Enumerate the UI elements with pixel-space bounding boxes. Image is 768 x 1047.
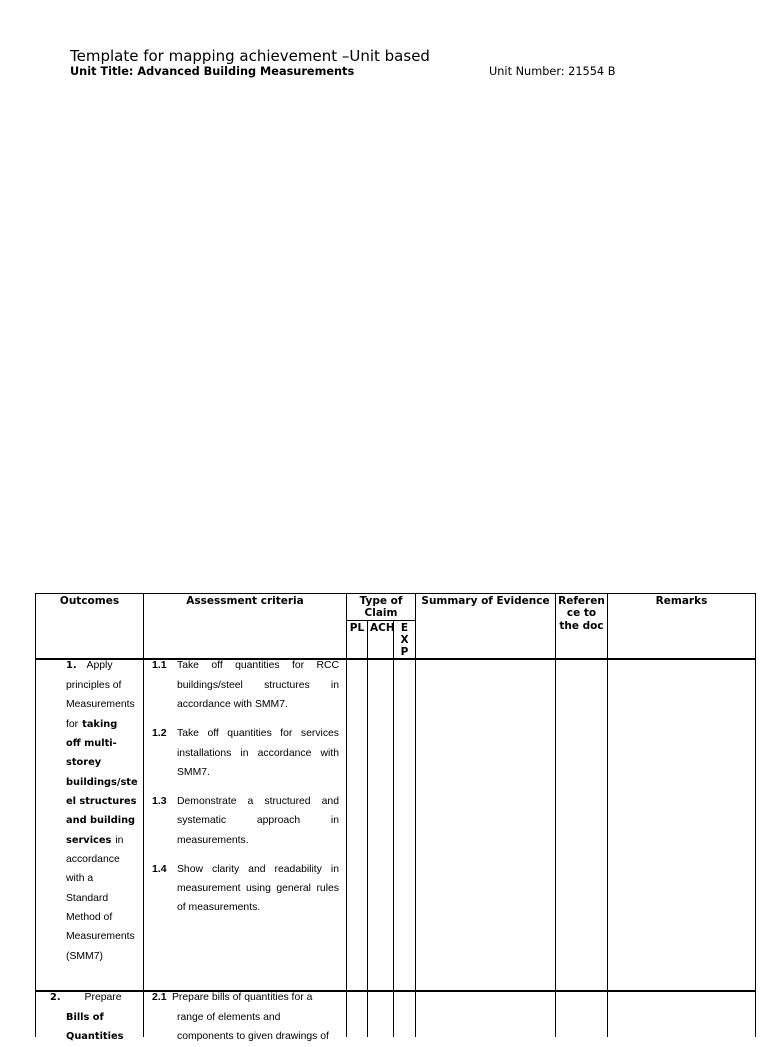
outcome-line: Measurements bbox=[66, 931, 135, 943]
header-assessment-criteria: Assessment criteria bbox=[144, 594, 347, 660]
header-claim-exp bbox=[394, 620, 416, 659]
criteria-list bbox=[144, 656, 346, 917]
outcome-cell bbox=[36, 659, 144, 991]
criterion-number: 1.2 bbox=[152, 727, 167, 740]
criterion bbox=[144, 988, 346, 1046]
criteria-list bbox=[144, 988, 346, 1046]
header-type-of-claim: Type of Claim bbox=[347, 594, 416, 621]
header-claim-ach: ACH bbox=[368, 620, 394, 659]
criterion-line: Prepare bills of quantities for a bbox=[172, 992, 313, 1004]
reference-cell bbox=[556, 991, 608, 1037]
claim-pl-cell bbox=[347, 659, 368, 991]
header-outcomes: Outcomes bbox=[36, 594, 144, 660]
outcome-word: Prepare bbox=[84, 992, 122, 1004]
criterion-line: SMM7. bbox=[177, 766, 210, 778]
claim-exp-cell bbox=[394, 991, 416, 1037]
claim-ach-cell bbox=[368, 659, 394, 991]
criterion-line: components to given drawings of bbox=[177, 1031, 329, 1043]
outcome-line: (SMM7) bbox=[66, 950, 103, 962]
claim-ach-cell bbox=[368, 991, 394, 1037]
outcome-text bbox=[36, 988, 143, 1046]
unit-number: Unit Number: 21554 B bbox=[489, 65, 616, 78]
template-title: Template for mapping achievement –Unit based bbox=[70, 47, 430, 65]
outcome-line: Measurements bbox=[66, 699, 135, 711]
outcome-line: Bills of bbox=[66, 1011, 104, 1023]
criterion-line: Take off quantities for RCC bbox=[177, 660, 339, 672]
outcome-line bbox=[66, 831, 143, 850]
outcome-number: 2. bbox=[50, 992, 61, 1004]
criterion bbox=[144, 860, 346, 918]
criterion bbox=[144, 724, 346, 782]
criterion-line: measurement using general rules bbox=[177, 882, 339, 894]
summary-of-evidence-cell bbox=[416, 991, 556, 1037]
outcome-line: buildings/ste bbox=[66, 776, 138, 788]
criterion-line: Take off quantities for services bbox=[177, 728, 339, 740]
outcome-line: storey bbox=[66, 757, 102, 769]
remarks-cell bbox=[608, 659, 756, 991]
outcome-number: 1. bbox=[66, 660, 77, 672]
header-summary-of-evidence: Summary of Evidence bbox=[416, 594, 556, 660]
criterion-line: systematic approach in bbox=[177, 815, 339, 827]
outcome-line: off multi- bbox=[66, 737, 117, 749]
outcome-line bbox=[50, 988, 143, 1007]
table-row bbox=[36, 991, 756, 1037]
reference-cell bbox=[556, 659, 608, 991]
header-reference: Reference to the doc bbox=[556, 594, 608, 660]
header-remarks: Remarks bbox=[608, 594, 756, 660]
criterion bbox=[144, 792, 346, 850]
outcome-line: with a bbox=[66, 873, 94, 885]
criteria-cell bbox=[144, 659, 347, 991]
outcome-word: services bbox=[66, 834, 112, 846]
header-claim-pl: PL bbox=[347, 620, 368, 659]
criterion-line: measurements. bbox=[177, 834, 249, 846]
summary-of-evidence-cell bbox=[416, 659, 556, 991]
outcome-text bbox=[36, 656, 143, 966]
outcome-word: Apply bbox=[86, 660, 113, 672]
outcome-cell bbox=[36, 991, 144, 1043]
outcome-line: Standard bbox=[66, 892, 109, 904]
claim-exp-cell bbox=[394, 659, 416, 991]
outcome-line: Method of bbox=[66, 911, 113, 923]
criterion-line: Show clarity and readability in bbox=[177, 863, 339, 875]
outcome-line: and building bbox=[66, 815, 136, 827]
outcome-word: taking bbox=[82, 718, 118, 730]
criterion-line: Demonstrate a structured and bbox=[177, 795, 339, 807]
remarks-cell bbox=[608, 991, 756, 1037]
criterion-line: of measurements. bbox=[177, 902, 261, 914]
outcome-word: for bbox=[66, 718, 79, 730]
outcome-line bbox=[66, 656, 143, 675]
claim-pl-cell bbox=[347, 991, 368, 1037]
criterion-line: range of elements and bbox=[177, 1011, 281, 1023]
criterion-number: 1.1 bbox=[152, 659, 167, 672]
outcome-line: accordance bbox=[66, 853, 120, 865]
unit-title: Unit Title: Advanced Building Measurements bbox=[70, 65, 355, 78]
table-row bbox=[36, 659, 756, 991]
mapping-table bbox=[35, 593, 756, 1043]
header-claim-exp-label: EXP bbox=[400, 621, 409, 659]
criterion-number: 1.3 bbox=[152, 794, 167, 807]
table-header-row bbox=[36, 594, 756, 621]
outcome-line: Quantities bbox=[66, 1031, 124, 1043]
criterion-line: accordance with SMM7. bbox=[177, 699, 288, 711]
criterion-line: installations in accordance with bbox=[177, 747, 339, 759]
criterion-line: buildings/steel structures in bbox=[177, 679, 339, 691]
outcome-word: in bbox=[115, 834, 124, 846]
criterion-number: 1.4 bbox=[152, 862, 167, 875]
outcome-line: principles of bbox=[66, 679, 122, 691]
criterion-number: 2.1 bbox=[152, 991, 167, 1004]
criteria-cell bbox=[144, 991, 347, 1043]
outcome-line: el structures bbox=[66, 795, 137, 807]
criterion bbox=[144, 656, 346, 714]
outcome-line bbox=[66, 715, 143, 734]
